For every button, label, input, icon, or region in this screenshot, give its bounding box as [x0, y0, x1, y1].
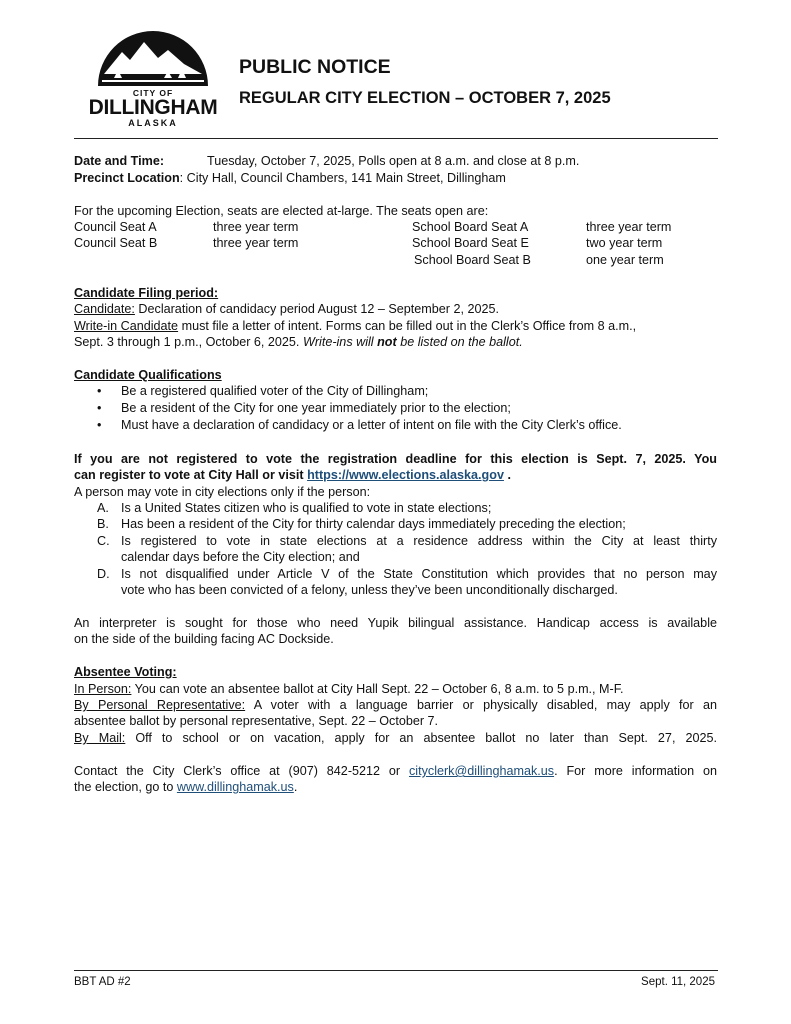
- email-link[interactable]: cityclerk@dillinghamak.us: [409, 764, 555, 778]
- candidate-text: Declaration of candidacy period August 12 – September 2, 2025.: [134, 302, 499, 316]
- absentee-representative: By Personal Representative: A voter with a language barrier or physically disabled, may apply for an: [74, 698, 717, 712]
- logo-city-name: DILLINGHAM: [88, 96, 218, 119]
- absentee-representative-2: absentee ballot by personal representative, Sept. 22 – October 7.: [74, 714, 439, 728]
- voter-intro: A person may vote in city elections only if the person:: [74, 485, 371, 499]
- date-time-row: [74, 153, 164, 169]
- date-time-label: Date and Time:: [74, 154, 165, 168]
- absentee-in-person: In Person: You can vote an absentee ballot at City Hall Sept. 22 – October 6, 8 a.m. to 5 p.m., M-F.: [74, 682, 624, 696]
- writein-text-2: Sept. 3 through 1 p.m., October 6, 2025.: [74, 335, 303, 349]
- school-seat: School Board Seat B: [414, 253, 531, 267]
- elections-link[interactable]: https://www.elections.alaska.gov: [307, 468, 504, 482]
- page-subtitle: REGULAR CITY ELECTION – OCTOBER 7, 2025: [239, 89, 611, 107]
- bullet-icon: •: [97, 401, 102, 415]
- school-term: two year term: [586, 236, 663, 250]
- writein-note-not: not: [377, 335, 397, 349]
- filing-writein-row: [74, 318, 636, 334]
- precinct-row: [74, 170, 506, 186]
- filing-writein-row-2: [74, 334, 523, 350]
- interpreter-text: An interpreter is sought for those who need Yupik bilingual assistance. Handicap access is available: [74, 616, 717, 630]
- candidate-label: Candidate:: [74, 302, 135, 316]
- school-seat: School Board Seat A: [412, 220, 529, 234]
- footer-date: Sept. 11, 2025: [641, 976, 715, 988]
- registration-visit: can register to vote at City Hall or visit https://www.elections.alaska.gov .: [74, 468, 511, 482]
- writein-label: Write-in Candidate: [74, 319, 179, 333]
- filing-heading: Candidate Filing period:: [74, 286, 219, 300]
- bullet-icon: •: [97, 384, 102, 398]
- header-divider: [74, 138, 718, 139]
- contact-text: Contact the City Clerk’s office at (907) 842-5212 or cityclerk@dillinghamak.us. For more information on: [74, 764, 717, 778]
- logo-city-of: CITY OF: [132, 88, 174, 98]
- council-seat: Council Seat A: [74, 220, 157, 234]
- writein-note: Write-ins will: [302, 335, 378, 349]
- writein-text: must file a letter of intent. Forms can be filled out in the Clerk’s Office from 8 a.m.,: [178, 319, 637, 333]
- precinct-value: : City Hall, Council Chambers, 141 Main Street, Dillingham: [179, 171, 506, 185]
- filing-candidate-row: [74, 301, 499, 317]
- date-time-value: Tuesday, October 7, 2025, Polls open at 8 a.m. and close at 8 p.m.: [207, 154, 580, 168]
- qualifications-heading: Candidate Qualifications: [74, 368, 222, 382]
- logo-state: ALASKA: [128, 118, 178, 128]
- seats-intro: For the upcoming Election, seats are elected at-large. The seats open are:: [74, 204, 489, 218]
- website-link[interactable]: www.dillinghamak.us: [176, 780, 294, 794]
- registration-deadline: If you are not registered to vote the registration deadline for this election is Sept. 7, 2025. You: [74, 452, 717, 466]
- school-term: three year term: [586, 220, 672, 234]
- school-term: one year term: [586, 253, 664, 267]
- council-term: three year term: [213, 220, 299, 234]
- absentee-mail: By Mail: Off to school or on vacation, apply for an absentee ballot no later than Sept. 27, 2025.: [74, 731, 717, 745]
- school-seat: School Board Seat E: [412, 236, 529, 250]
- voter-item-continued: calendar days before the City election; and: [121, 550, 360, 564]
- precinct-label: Precinct Location: [74, 171, 180, 185]
- interpreter-text-2: on the side of the building facing AC Dockside.: [74, 632, 334, 646]
- contact-text-2: the election, go to www.dillinghamak.us.: [74, 780, 298, 794]
- mountain-logo-icon: [94, 30, 212, 88]
- city-logo: [88, 30, 218, 128]
- council-term: three year term: [213, 236, 299, 250]
- writein-note-end: be listed on the ballot.: [396, 335, 523, 349]
- footer-divider: [74, 970, 718, 971]
- footer-ad-number: BBT AD #2: [74, 976, 131, 988]
- bullet-icon: •: [97, 418, 102, 432]
- absentee-heading: Absentee Voting:: [74, 665, 177, 679]
- council-seat: Council Seat B: [74, 236, 158, 250]
- voter-item-continued: vote who has been convicted of a felony, unless they’ve been unconditionally discharged.: [121, 583, 618, 597]
- page-title: PUBLIC NOTICE: [239, 56, 391, 78]
